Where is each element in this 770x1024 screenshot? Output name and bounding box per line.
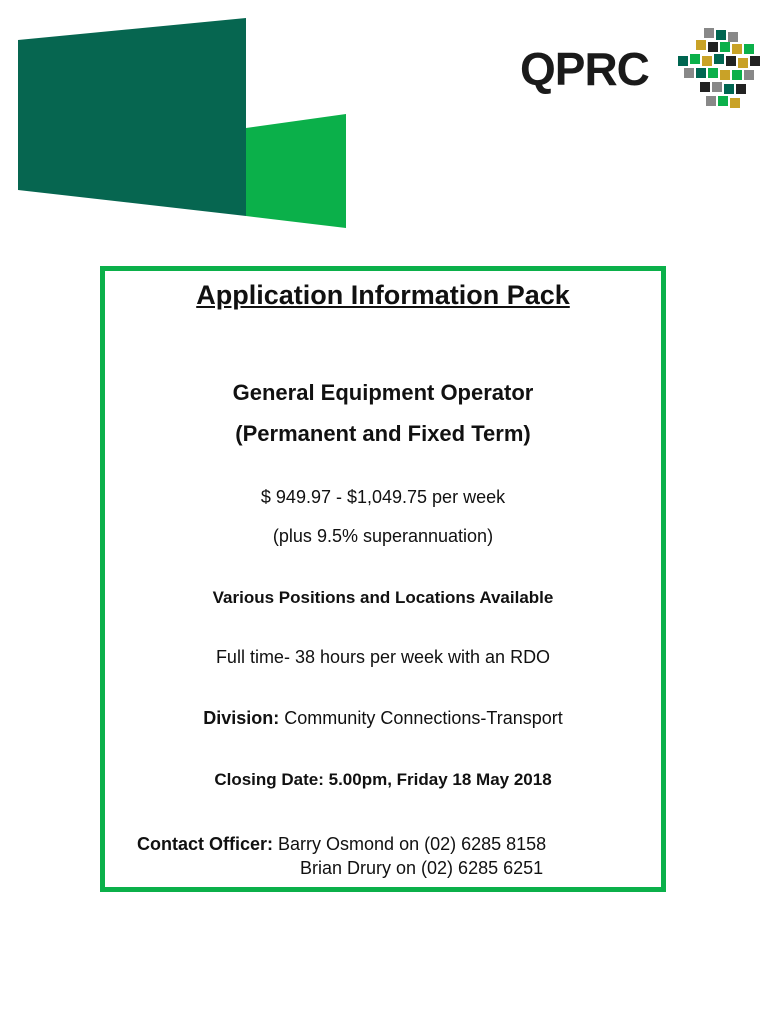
division-value: Community Connections-Transport [284, 708, 563, 728]
contact-block [137, 832, 546, 880]
banner-dark-block [18, 18, 246, 216]
division-line [100, 708, 666, 729]
hours-text: Full time- 38 hours per week with an RDO [215, 647, 551, 667]
contact-officer-2: Brian Drury on (02) 6285 6251 [300, 858, 544, 878]
position-type: (Permanent and Fixed Term) [235, 421, 531, 446]
logo-wordmark: QPRC [520, 43, 649, 95]
document-title: Application Information Pack [196, 280, 570, 310]
division-label: Division: [203, 708, 280, 728]
header-banner-graphic [0, 0, 360, 240]
closing-date: Closing Date: 5.00pm, Friday 18 May 2018 [214, 770, 552, 789]
logo-mosaic-icon [676, 26, 762, 112]
salary-range: $ 949.97 - $1,049.75 per week [260, 487, 506, 507]
superannuation-note: (plus 9.5% superannuation) [272, 526, 494, 546]
positions-note: Various Positions and Locations Available [212, 588, 554, 607]
contact-label: Contact Officer: [137, 834, 274, 854]
qprc-logo [520, 26, 760, 112]
info-box-border [100, 266, 666, 892]
contact-officer-1: Barry Osmond on (02) 6285 8158 [278, 834, 547, 854]
banner-bright-block [246, 114, 346, 228]
contact-row-1 [137, 832, 546, 856]
position-title: General Equipment Operator [232, 380, 534, 405]
